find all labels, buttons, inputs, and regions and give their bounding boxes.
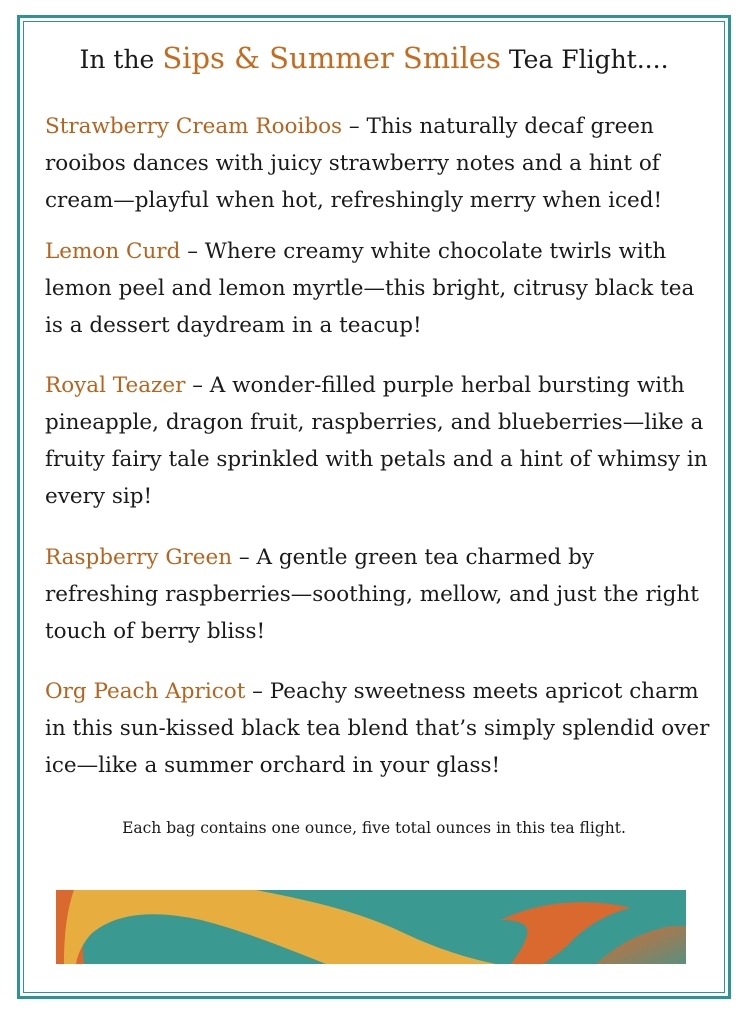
tea-list [45, 108, 710, 793]
footnote: Each bag contains one ounce, five total ounces in this tea flight. [122, 819, 626, 837]
tea-entry-strawberry-cream-rooibos [45, 108, 710, 233]
decorative-wave-banner [56, 890, 686, 964]
tea-description: – Where creamy white chocolate twirls with lemon peel and lemon myrtle—this bright, citrusy black tea is a dessert daydream in a teacup! [45, 239, 695, 338]
tea-description: – This naturally decaf green rooibos dances with juicy strawberry notes and a hint of cream—playful when hot, refreshingly merry when iced! [45, 114, 663, 213]
wave-graphic [56, 890, 686, 964]
tea-entry-org-peach-apricot [45, 673, 710, 793]
title-highlight: Sips & Summer Smiles [162, 41, 501, 75]
tea-name: Strawberry Cream Rooibos [45, 114, 343, 139]
tea-description: – A gentle green tea charmed by refreshing raspberries—soothing, mellow, and just the right touch of berry bliss! [45, 545, 699, 644]
tea-entry-royal-teazer [45, 367, 710, 539]
tea-name: Lemon Curd [45, 239, 181, 264]
tea-name: Royal Teazer [45, 373, 186, 398]
title-suffix: Tea Flight.... [508, 45, 669, 74]
tea-description: – A wonder-filled purple herbal bursting with pineapple, dragon fruit, raspberries, and blueberries—like a fruity fairy tale sprinkled with petals and a hint of whimsy in every sip! [45, 373, 708, 509]
tea-name: Org Peach Apricot [45, 679, 246, 704]
tea-entry-lemon-curd [45, 233, 710, 367]
tea-name: Raspberry Green [45, 545, 233, 570]
tea-entry-raspberry-green [45, 539, 710, 673]
page-title [24, 40, 724, 78]
tea-description: – Peachy sweetness meets apricot charm in this sun-kissed black tea blend that’s simply splendid over ice—like a summer orchard in your glass! [45, 679, 710, 778]
title-prefix: In the [79, 45, 155, 74]
